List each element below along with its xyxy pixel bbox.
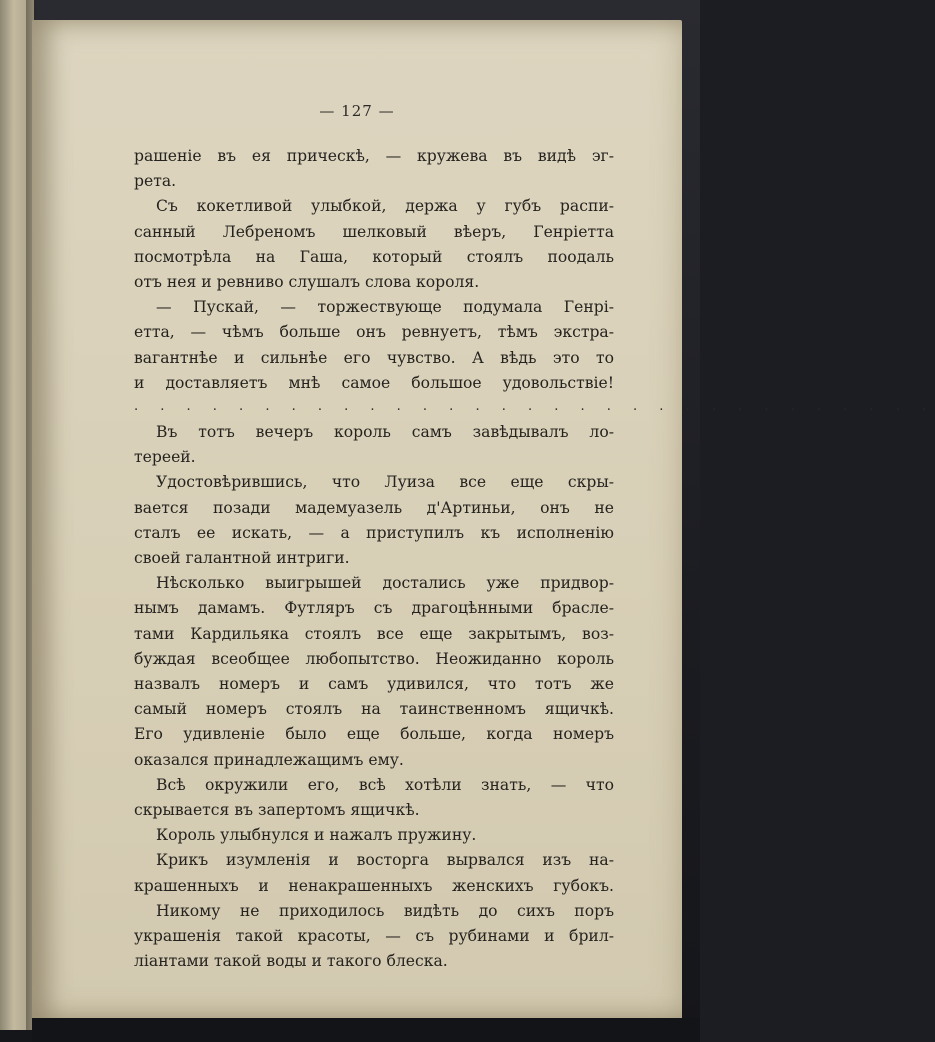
book-page [32, 20, 935, 1020]
text-line: нымъ дамамъ. Футляръ съ драгоцѣнными брасле- [134, 599, 614, 618]
text-line: оказался принадлежащимъ ему. [134, 750, 404, 769]
text-line: назвалъ номеръ и самъ удивился, что тотъ же [134, 675, 614, 694]
text-line: своей галантной интриги. [134, 549, 350, 568]
text-line: крашенныхъ и ненакрашенныхъ женскихъ губокъ. [134, 876, 614, 895]
text-line: Всѣ окружили его, всѣ хотѣли знать, — что [156, 775, 614, 794]
text-line: тереей. [134, 448, 196, 467]
text-line: ліантами такой воды и такого блеска. [134, 952, 448, 971]
text-line: и доставляетъ мнѣ самое большое удовольствіе! [134, 373, 614, 392]
text-line: Крикъ изумленія и восторга вырвался изъ на- [156, 851, 614, 870]
text-line: — Пускай, — торжествующе подумала Генрі- [156, 298, 614, 317]
text-line: украшенія такой красоты, — съ рубинами и брил- [134, 927, 614, 946]
page-number: — 127 — [319, 102, 395, 120]
text-line: тами Кардильяка стоялъ все еще закрытымъ, воз- [134, 624, 614, 643]
book-bottom-edge [32, 1018, 700, 1042]
text-line: санный Лебреномъ шелковый вѣеръ, Генріетта [134, 222, 614, 241]
text-line: Нѣсколько выигрышей достались уже придвор- [156, 574, 614, 593]
text-line: вается позади мадемуазель д'Артиньи, онъ не [134, 498, 614, 517]
text-line: скрывается въ запертомъ ящичкѣ. [134, 801, 420, 820]
text-line: буждая всеобщее любопытство. Неожиданно король [134, 649, 614, 668]
text-line: посмотрѣла на Гаша, который стоялъ поодаль [134, 247, 614, 266]
text-line: рета. [134, 172, 177, 191]
text-line: самый номеръ стоялъ на таинственномъ ящичкѣ. [134, 700, 614, 719]
text-line: Его удивленіе было еще больше, когда номеръ [134, 725, 614, 744]
text-line: Удостовѣрившись, что Луиза все еще скры- [156, 473, 614, 492]
text-line: отъ нея и ревниво слушалъ слова короля. [134, 273, 480, 292]
text-line: вагантнѣе и сильнѣе его чувство. А вѣдь это то [134, 348, 614, 367]
text-line: сталъ ее искать, — а приступилъ къ исполненію [134, 523, 614, 542]
text-line: рашеніе въ ея прическѣ, — кружева въ видѣ эг- [134, 147, 614, 165]
text-line: Съ кокетливой улыбкой, держа у губъ распи- [156, 197, 614, 216]
text-line: Никому не приходилось видѣть до сихъ поръ [156, 901, 614, 920]
text-line: Король улыбнулся и нажалъ пружину. [156, 826, 477, 845]
page-body-text [134, 144, 935, 975]
text-line: етта, — чѣмъ больше онъ ревнуетъ, тѣмъ экстра- [134, 323, 614, 342]
text-line: Въ тотъ вечеръ король самъ завѣдывалъ ло- [156, 423, 614, 442]
section-separator-dots: . . . . . . . . . . . . . . . . . . . . . . . . . . . . . . . [134, 399, 935, 415]
